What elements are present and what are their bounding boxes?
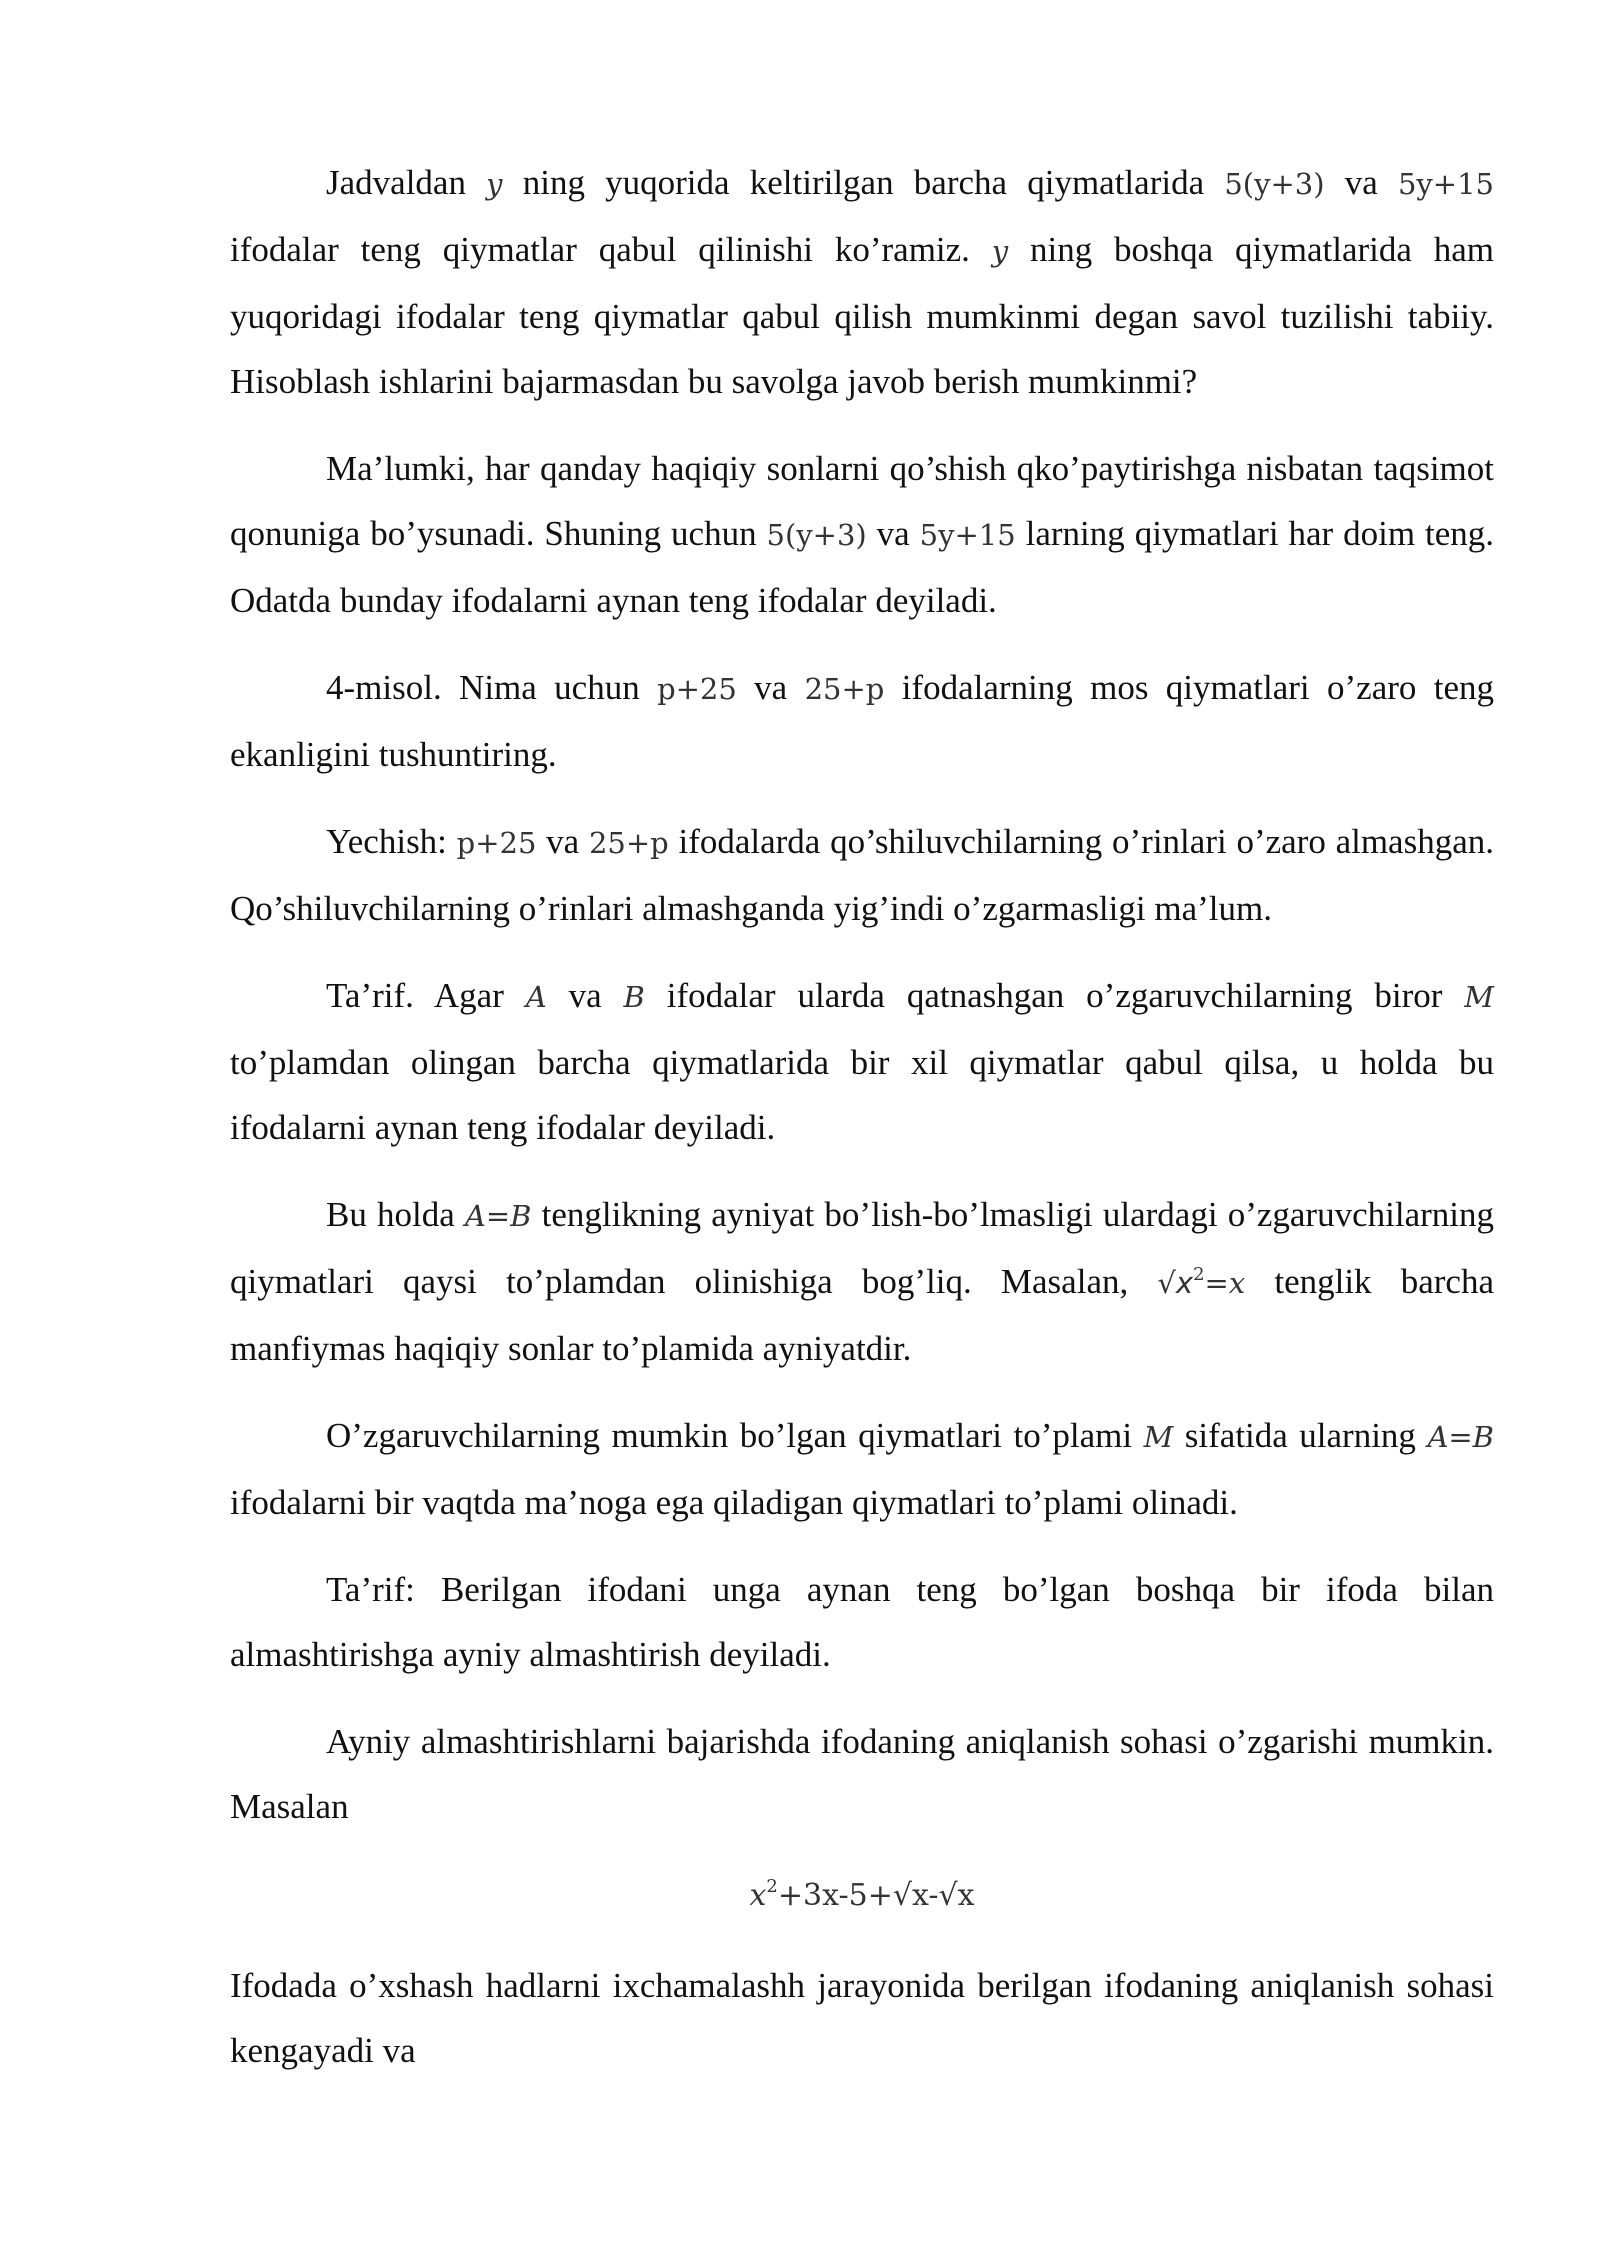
text: ifodalarning mos qiymatlari o’zaro teng ekanligini tushuntiring. bbox=[230, 668, 1494, 774]
paragraph-example-4 bbox=[230, 655, 1494, 787]
text: sifatida ularning bbox=[1173, 1416, 1428, 1455]
text: Ta’rif. Agar bbox=[326, 976, 526, 1015]
paragraph-2 bbox=[230, 436, 1494, 633]
math-expr: p+25 bbox=[456, 826, 537, 860]
formula-base: x bbox=[749, 1878, 767, 1913]
text: ifodalar teng qiymatlar qabul qilinishi ko’ramiz. bbox=[230, 230, 992, 269]
math-expr: 5y+15 bbox=[1397, 167, 1494, 201]
text: Jadvaldan bbox=[326, 163, 487, 202]
paragraph-domain bbox=[230, 1403, 1494, 1535]
text: va bbox=[866, 514, 920, 553]
text: ifodalar ularda qatnashgan o’zgaruvchilarning biror bbox=[644, 976, 1465, 1015]
math-var: y bbox=[486, 167, 503, 201]
text: ning yuqorida keltirilgan barcha qiymatlarida bbox=[502, 163, 1225, 202]
text: Ayniy almashtirishlarni bajarishda ifodaning aniqlanish sohasi o’zgarishi mumkin. Masalan bbox=[230, 1722, 1494, 1826]
paragraph-final bbox=[230, 1953, 1494, 2083]
math-sqrt: √x bbox=[1157, 1266, 1194, 1300]
text: O’zgaruvchilarning mumkin bo’lgan qiymatlari to’plami bbox=[326, 1416, 1144, 1455]
paragraph-transform bbox=[230, 1709, 1494, 1839]
text: ifodalarda qo’shiluvchilarning o’rinlari o’zaro almashgan. Qo’shiluvchilarning o’rinlari almashganda yig’indi o’zgarmasligi ma’lum. bbox=[230, 822, 1494, 928]
paragraph-definition-1 bbox=[230, 963, 1494, 1160]
math-expr: =x bbox=[1204, 1266, 1246, 1300]
centered-formula bbox=[230, 1861, 1494, 1931]
math-var: M bbox=[1143, 1420, 1174, 1454]
text: to’plamdan olingan barcha qiymatlarida bir xil qiymatlar qabul qilsa, u holda bu ifodalarni aynan teng ifodalar deyiladi. bbox=[230, 1043, 1494, 1147]
text: va bbox=[536, 822, 589, 861]
math-expr: A=B bbox=[464, 1199, 532, 1233]
math-var: B bbox=[623, 980, 645, 1014]
text: tenglikning ayniyat bo’lish-bo’lmasligi ulardagi o’zgaruvchilarning qiymatlari qaysi to’plamdan olinishiga bog’liq. Masalan, bbox=[230, 1195, 1494, 1301]
math-expr: p+25 bbox=[657, 672, 737, 706]
math-expr: 25+p bbox=[588, 826, 669, 860]
text: tenglik barcha manfiymas haqiqiy sonlar to’plamida ayniyatdir. bbox=[230, 1262, 1494, 1368]
text: larning qiymatlari har doim teng. Odatda bunday ifodalarni aynan teng ifodalar deyiladi. bbox=[230, 514, 1494, 620]
text: Ma’lumki, har qanday haqiqiy sonlarni qo’shish qko’paytirishga nisbatan taqsimot qonuniga bo’ysunadi. Shuning uchun bbox=[230, 449, 1494, 553]
math-expr: 5y+15 bbox=[919, 518, 1016, 552]
math-expr: 5(y+3) bbox=[766, 518, 867, 552]
math-expr: A=B bbox=[1427, 1420, 1494, 1454]
math-var: M bbox=[1464, 980, 1494, 1014]
text: 4-misol. Nima uchun bbox=[326, 668, 658, 707]
math-var: y bbox=[991, 234, 1009, 268]
text: ning boshqa qiymatlarida ham yuqoridagi ifodalar teng qiymatlar qabul qilish mumkinmi degan savol tuzilishi tabiiy. Hisoblash ishlarini bajarmasdan bu savolga javob berish mumkinmi? bbox=[230, 230, 1494, 401]
page-content bbox=[230, 150, 1494, 2105]
paragraph-solution bbox=[230, 809, 1494, 941]
text: va bbox=[1324, 163, 1398, 202]
text: va bbox=[736, 668, 805, 707]
math-exponent: 2 bbox=[1193, 1264, 1205, 1285]
math-var: A bbox=[525, 980, 547, 1014]
paragraph-1 bbox=[230, 150, 1494, 414]
text: Bu holda bbox=[326, 1195, 465, 1234]
text: va bbox=[546, 976, 624, 1015]
text: Yechish: bbox=[326, 822, 457, 861]
formula-exponent: 2 bbox=[766, 1876, 778, 1897]
paragraph-definition-2 bbox=[230, 1557, 1494, 1687]
math-expr: 5(y+3) bbox=[1224, 167, 1325, 201]
paragraph-identity bbox=[230, 1182, 1494, 1381]
text: Ta’rif: Berilgan ifodani unga aynan teng bo’lgan boshqa bir ifoda bilan almashtirishga ayniy almashtirish deyiladi. bbox=[230, 1570, 1494, 1674]
text: Ifodada o’xshash hadlarni ixchamalashh jarayonida berilgan ifodaning aniqlanish sohasi kengayadi va bbox=[230, 1966, 1494, 2070]
math-expr: 25+p bbox=[804, 672, 885, 706]
formula-rest: +3x-5+√x-√x bbox=[777, 1878, 975, 1913]
text: ifodalarni bir vaqtda ma’noga ega qiladigan qiymatlari to’plami olinadi. bbox=[230, 1483, 1238, 1522]
